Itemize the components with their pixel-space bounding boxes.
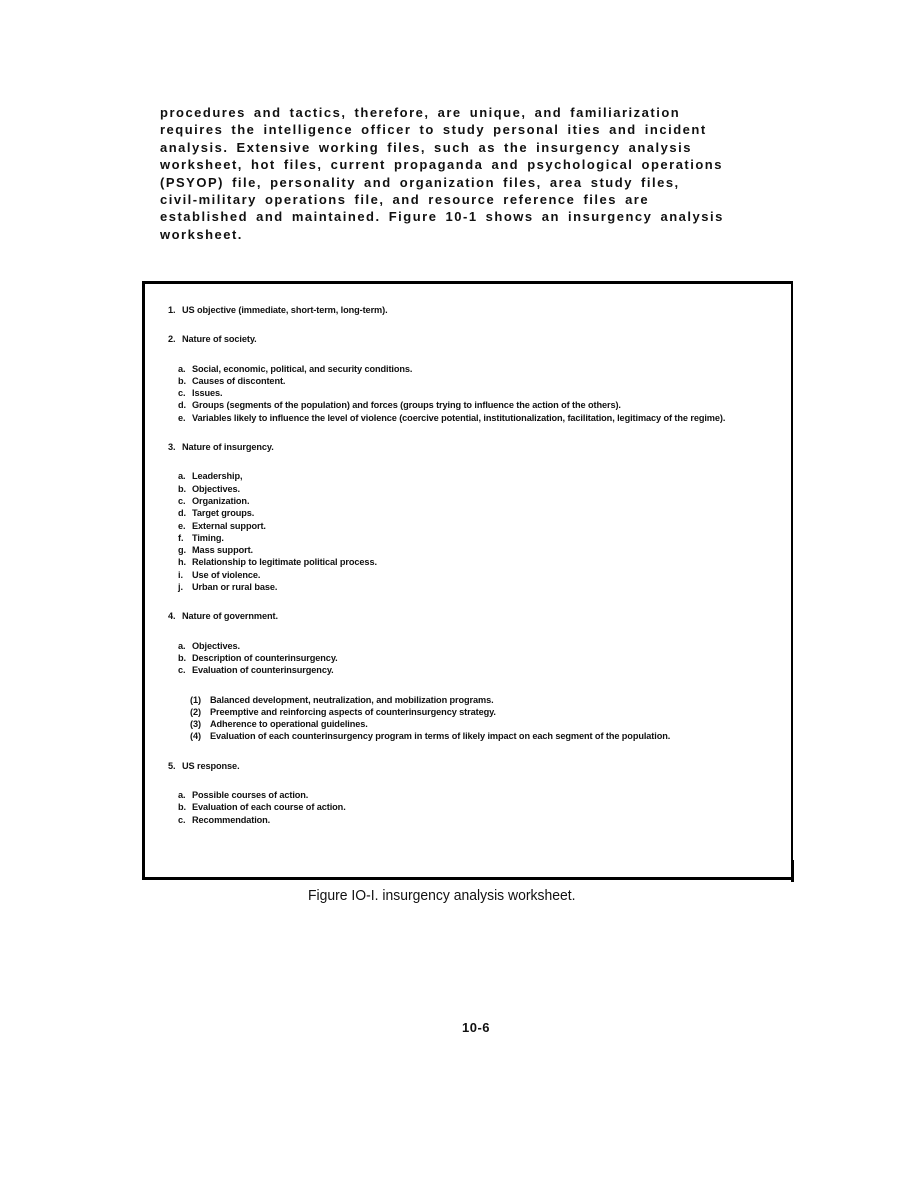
frame-corner-mark <box>791 860 794 882</box>
list-item: d. Groups (segments of the population) and forces (groups trying to influence the action of the others). <box>178 400 621 411</box>
list-item: c. Issues. <box>178 388 223 399</box>
intro-line: requires the intelligence officer to study personal ities and incident <box>160 122 707 138</box>
list-item: h. Relationship to legitimate political process. <box>178 557 377 568</box>
section-title: US objective (immediate, short-term, long-term). <box>182 305 388 315</box>
worksheet-section-5 <box>168 760 778 826</box>
worksheet-section-4 <box>168 610 778 742</box>
figure-caption: Figure IO-I. insurgency analysis worksheet. <box>308 887 576 904</box>
section-items <box>168 640 778 677</box>
section-items <box>168 363 778 424</box>
section-number: 5. <box>168 760 176 771</box>
section-title: Nature of society. <box>182 334 257 345</box>
intro-line: established and maintained. Figure 10-1 shows an insurgency analysis <box>160 209 724 225</box>
intro-line: (PSYOP) file, personality and organization files, area study files, <box>160 174 680 190</box>
list-item: a. Objectives. <box>178 640 240 651</box>
list-item: a. Leadership, <box>178 471 243 482</box>
intro-line: procedures and tactics, therefore, are unique, and familiarization <box>160 105 681 120</box>
list-item: c. Organization. <box>178 495 250 506</box>
worksheet-section-2 <box>168 333 778 424</box>
subsection-items <box>190 694 778 743</box>
insurgency-analysis-worksheet <box>168 304 778 835</box>
list-item: (3) Adherence to operational guidelines. <box>190 719 368 730</box>
list-item: (1) Balanced development, neutralization, and mobilization programs. <box>190 694 494 705</box>
list-item: b. Evaluation of each course of action. <box>178 802 346 813</box>
section-number: 1. <box>168 305 176 315</box>
list-item: (4) Evaluation of each counterinsurgency program in terms of likely impact on each segment of the population. <box>190 731 671 742</box>
list-item: e. External support. <box>178 520 266 531</box>
section-title: Nature of insurgency. <box>182 442 274 453</box>
worksheet-section-3 <box>168 441 778 593</box>
list-item: g. Mass support. <box>178 545 253 556</box>
section-number: 3. <box>168 442 176 453</box>
list-item: i. Use of violence. <box>178 569 261 580</box>
list-item: b. Objectives. <box>178 483 240 494</box>
list-item: c. Evaluation of counterinsurgency. <box>178 665 334 676</box>
worksheet-section-1 <box>168 304 778 316</box>
list-item: j. Urban or rural base. <box>178 582 278 593</box>
section-number: 2. <box>168 334 176 345</box>
section-title: US response. <box>182 760 240 771</box>
list-item: e. Variables likely to influence the level of violence (coercive potential, institutionalization, facilitation, legitimacy of the regime). <box>178 412 726 423</box>
list-item: b. Causes of discontent. <box>178 375 286 386</box>
page-number: 10-6 <box>462 1020 491 1035</box>
section-items <box>168 470 778 593</box>
intro-line: civil-military operations file, and resource reference files are <box>160 192 650 208</box>
intro-line: worksheet. <box>160 226 243 242</box>
section-number: 4. <box>168 611 176 622</box>
list-item: c. Recommendation. <box>178 814 271 825</box>
list-item: a. Possible courses of action. <box>178 790 309 801</box>
list-item: a. Social, economic, political, and security conditions. <box>178 363 413 374</box>
section-title: Nature of government. <box>182 611 278 622</box>
list-item: (2) Preemptive and reinforcing aspects of counterinsurgency strategy. <box>190 706 496 717</box>
section-items <box>168 789 778 826</box>
list-item: b. Description of counterinsurgency. <box>178 652 338 663</box>
intro-line: analysis. Extensive working files, such as the insurgency analysis <box>160 139 692 155</box>
intro-paragraph <box>160 104 740 243</box>
list-item: d. Target groups. <box>178 508 255 519</box>
intro-line: worksheet, hot files, current propaganda and psychological operations <box>160 157 723 173</box>
list-item: f. Timing. <box>178 532 224 543</box>
